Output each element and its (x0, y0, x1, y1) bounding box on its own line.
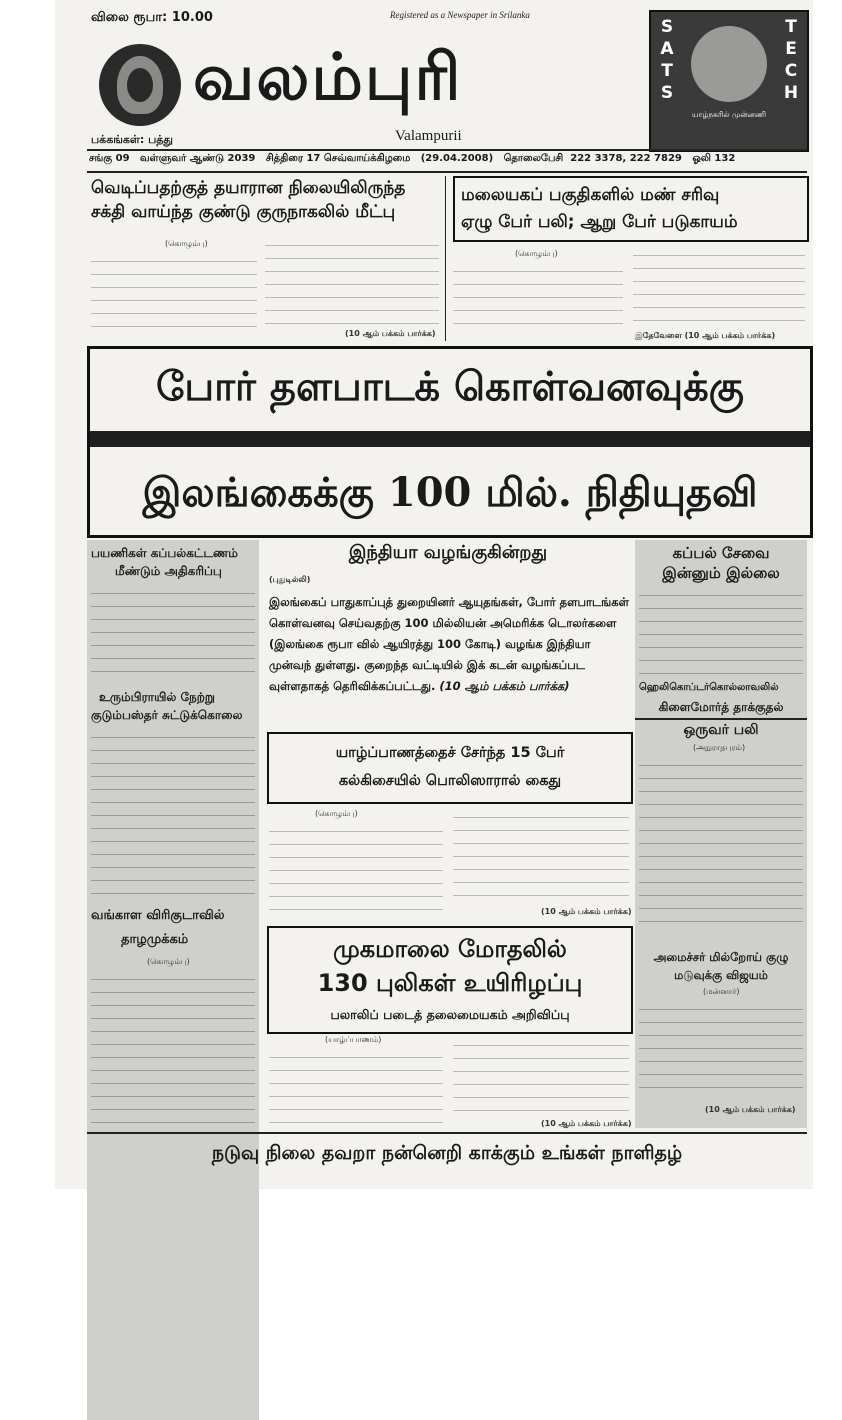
story4-see-more: (10 ஆம் பக்கம் பார்க்க) (541, 1119, 632, 1128)
pages-label: பக்கங்கள்: பத்து (91, 133, 173, 146)
registered-note: Registered as a Newspaper in Srilanka (390, 10, 530, 20)
story1-body-col1 (91, 252, 257, 338)
price-label: விலை ரூபா: 10.00 (91, 10, 213, 25)
story1-see-more: (10 ஆம் பக்கம் பார்க்க) (345, 329, 436, 338)
newspaper-page (55, 0, 813, 1189)
story3-body-col2 (453, 808, 629, 908)
story3-headline-line1: யாழ்ப்பாணத்தைச் சேர்ந்த 15 பேர் (335, 745, 565, 761)
masthead-title: வலம்புரி (193, 41, 463, 115)
story4-headline-line1: முகமாலை மோதலில் (333, 935, 567, 963)
story2-body-col1 (453, 262, 623, 328)
era: வள்ளுவர் ஆண்டு 2039 (139, 153, 256, 164)
story3-dateline: (கொழும்பு) (315, 809, 358, 818)
story2-headline-line2: ஏழு பேர் பலி; ஆறு பேர் படுகாயம் (461, 212, 738, 232)
banner-body (269, 592, 629, 697)
story3-see-more: (10 ஆம் பக்கம் பார்க்க) (541, 907, 632, 916)
story3-body-col1 (269, 822, 443, 918)
story4-dateline: (யாழ்ப்பாணம்) (325, 1035, 382, 1044)
story4-headline-box (267, 926, 633, 1034)
right-dateline: (அநுராதபுரம்) (693, 743, 746, 752)
left-h3-line2: தாழமுக்கம் (121, 932, 189, 947)
story1-headline: வெடிப்பதற்குத் தயாரான நிலையிலிருந்த சக்தி வாய்ந்த குண்டு குருநாகலில் மீட்பு (91, 178, 406, 222)
left-story1-body (91, 584, 255, 680)
banner-see-more: (10 ஆம் பக்கம் பார்க்க) (439, 679, 570, 693)
banner-body-text: இலங்கைப் பாதுகாப்புத் துறையினர் ஆயுதங்கள், போர் தளபாடங்கள் கொள்வனவு செய்வதற்கு 100 மில்லியன் அமெரிக்க டொலர்களை (இலங்கை ரூபா வில் ஆயிரத்து 100 கோடி) வழங்க இந்தியா முன்வந் துள்ளது. குறைந்த வட்டியில் இக் கடன் வழங்கப்பட வுள்ளதாகத் தெரிவிக்கப்பட்டது. (269, 595, 629, 693)
story2-see-more: இதேவேளை (10 ஆம் பக்கம் பார்க்க) (635, 331, 776, 340)
story1-dateline: (கொழும்பு) (165, 239, 208, 248)
story2-headline-box (453, 176, 809, 242)
dateline-bar (89, 153, 805, 169)
left-h1-line1: பயணிகள் கப்பல்கட்டணம் (91, 546, 238, 560)
sats-tech-ad (649, 10, 809, 152)
right-story2-body (639, 756, 803, 924)
phones: 222 3378, 222 7829 (570, 153, 682, 164)
issue: ஓலி 132 (692, 153, 736, 164)
right-h4-line1: அமைச்சர் மில்றோய் குழு (653, 950, 789, 964)
right-story1-body (639, 586, 803, 674)
story3-headline-box (267, 732, 633, 804)
right-h4-line2: மடுவுக்கு விஜயம் (674, 968, 768, 982)
banner-dateline: (புதுடில்லி) (269, 575, 311, 584)
right-h4-dateline: (மன்னார்) (703, 987, 740, 996)
left-h3-line1: வங்காள விரிகுடாவில் (91, 908, 225, 923)
phone-label: தொலைபேசி (503, 153, 564, 164)
banner-sub: இந்தியா வழங்குகின்றது (348, 542, 548, 563)
ad-left-text: SATS (660, 17, 674, 103)
story4-body-col2 (453, 1036, 629, 1116)
conch-logo (99, 44, 181, 126)
right-see-more: (10 ஆம் பக்கம் பார்க்க) (705, 1105, 796, 1114)
tamil-date: சித்திரை 17 செவ்வாய்க்கிழமை (265, 153, 411, 164)
story1-body-col2 (265, 236, 439, 328)
story4-body-col1 (269, 1048, 443, 1128)
right-h1-line2: இன்னும் இல்லை (662, 564, 780, 582)
story4-sub: பலாலிப் படைத் தலைமையகம் அறிவிப்பு (330, 1007, 570, 1022)
left-h3-dateline: (கொழும்பு) (147, 957, 190, 966)
right-h3: ஒருவர் பலி (683, 722, 759, 738)
right-h2: ஹெலிகொப்டர்கொல்லாவலில் (639, 682, 779, 693)
right-h2b: கிளைமோர்த் தாக்குதல் (658, 700, 784, 714)
banner-headline-box (87, 346, 813, 538)
volume: சங்கு 09 (89, 153, 130, 164)
story2-body-col2 (633, 246, 805, 328)
banner-line1: போர் தளபாடக் கொள்வனவுக்கு (155, 363, 744, 410)
left-story2-body (91, 728, 255, 894)
banner-line2: இலங்கைக்கு 100 மில். நிதியுதவி (142, 469, 758, 516)
right-h1-line1: கப்பல் சேவை (672, 544, 770, 562)
story2-headline-line1: மலையகப் பகுதிகளில் மண் சரிவு (461, 185, 720, 205)
masthead-subtitle: Valampurii (395, 128, 462, 144)
story3-headline-line2: கல்கிசையில் பொலிஸாரால் கைது (338, 773, 562, 789)
footer-slogan: நடுவு நிலை தவறா நன்னெறி காக்கும் உங்கள் நாளிதழ் (211, 1142, 683, 1164)
story2-dateline: (கொழும்பு) (515, 249, 558, 258)
left-h2-line1: உரும்பிராயில் நேற்று (99, 690, 215, 704)
left-h1-line2: மீண்டும் அதிகரிப்பு (115, 564, 222, 578)
date: (29.04.2008) (420, 153, 494, 164)
right-story3-body (639, 1000, 803, 1100)
ad-caption: யாழ்நகரில் முன்னணி (691, 110, 767, 119)
left-h2-line2: குடும்பஸ்தர் சுட்டுக்கொலை (91, 708, 243, 722)
story4-headline-line2: 130 புலிகள் உயிரிழப்பு (317, 969, 583, 997)
ad-right-text: TECH (783, 17, 799, 103)
left-story3-body (91, 970, 255, 1128)
satellite-dish-icon (691, 26, 767, 102)
